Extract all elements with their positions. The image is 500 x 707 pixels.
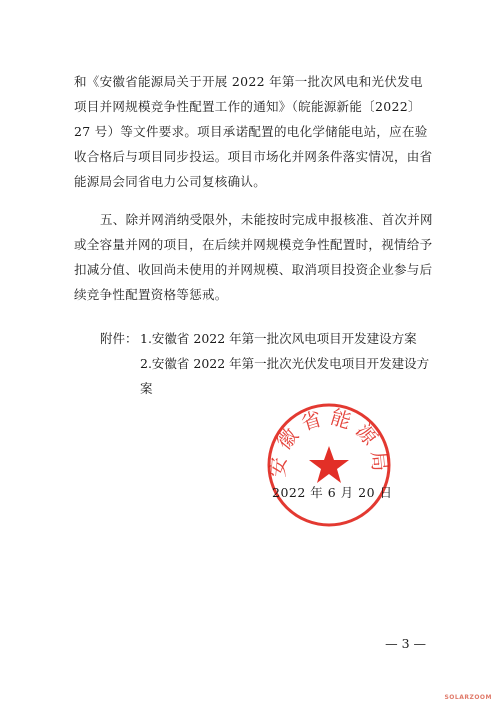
body-paragraph-2: 五、除并网消纳受限外，未能按时完成申报核准、首次并网或全容量并网的项目，在后续并网规模竞争性配置时，视情给予扣减分值、收回尚未使用的并网规模、取消项目投资企业参与后续竞争性配置资格等惩戒。 [74, 212, 433, 302]
svg-text:安徽省能源局: 安徽省能源局 [265, 404, 393, 479]
attachment-item-1: 1.安徽省 2022 年第一批次风电项目开发建设方案 [140, 331, 417, 346]
attachment-item-2: 2.安徽省 2022 年第一批次光伏发电项目开发建设方案 [140, 356, 430, 396]
seal-star-icon [309, 446, 349, 483]
body-paragraph-1: 和《安徽省能源局关于开展 2022 年第一批次风电和光伏发电项目并网规模竞争性配置工作的通知》（皖能源新能〔2022〕27 号）等文件要求。项目承诺配置的电化学储能电站，应在验收合格后与项目同步投运。项目市场化并网条件落实情况，由省能源局会同省电力公司复核确认。 [74, 74, 433, 189]
document-date: 2022 年 6 月 20 日 [272, 485, 393, 500]
attachments-list [140, 326, 440, 401]
page-number: — 3 — [385, 636, 426, 651]
attachments-label: 附件： [100, 331, 138, 346]
watermark-logo: SOLARZOOM [444, 694, 492, 701]
official-seal-stamp [264, 400, 394, 530]
